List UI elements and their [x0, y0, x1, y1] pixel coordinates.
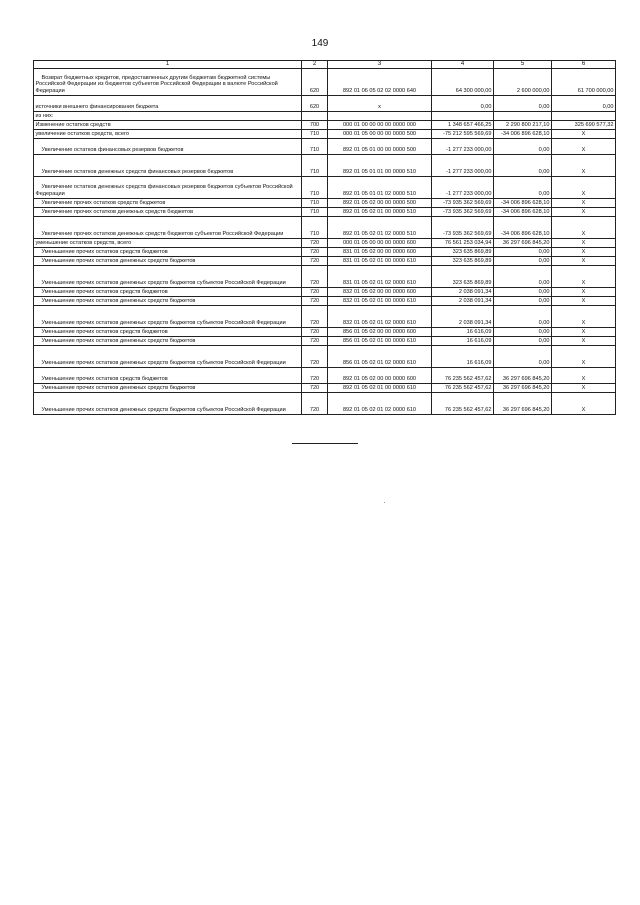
row-name: Уменьшение прочих остатков денежных средств бюджетов субъектов Российской Федерации [34, 265, 302, 287]
table-row [34, 392, 616, 414]
row-code: 710 [302, 129, 328, 138]
row-value-executed: 0,00 [494, 247, 552, 256]
table-row [34, 111, 616, 120]
row-code: 720 [302, 256, 328, 265]
table-row [34, 256, 616, 265]
row-code [302, 111, 328, 120]
table-row [34, 265, 616, 287]
table-row [34, 247, 616, 256]
row-value-unexecuted: X [552, 129, 616, 138]
row-value-unexecuted: X [552, 287, 616, 296]
row-value-unexecuted: 0,00 [552, 95, 616, 111]
row-value-unexecuted: X [552, 216, 616, 238]
table-row [34, 238, 616, 247]
row-kbk: 892 01 05 02 00 00 0000 600 [328, 367, 432, 383]
row-name: Уменьшение прочих остатков средств бюджетов [34, 327, 302, 336]
row-value-approved: 0,00 [432, 95, 494, 111]
row-code: 710 [302, 176, 328, 198]
row-code: 710 [302, 198, 328, 207]
row-value-approved: 76 235 562 457,62 [432, 383, 494, 392]
row-value-approved: 16 616,09 [432, 327, 494, 336]
row-value-unexecuted [552, 111, 616, 120]
row-value-approved: 76 235 562 457,62 [432, 367, 494, 383]
row-value-approved: 16 616,09 [432, 345, 494, 367]
row-code: 710 [302, 138, 328, 154]
row-kbk: 856 01 05 02 01 00 0000 610 [328, 336, 432, 345]
row-kbk [328, 111, 432, 120]
row-name: Увеличение прочих остатков денежных средств бюджетов субъектов Российской Федерации [34, 216, 302, 238]
row-kbk: 831 01 05 02 01 02 0000 610 [328, 265, 432, 287]
row-value-executed: 0,00 [494, 345, 552, 367]
row-value-executed: 0,00 [494, 327, 552, 336]
table-row [34, 95, 616, 111]
row-value-executed: -34 006 896 628,10 [494, 198, 552, 207]
row-value-unexecuted: X [552, 154, 616, 176]
row-value-unexecuted: 61 700 000,00 [552, 68, 616, 95]
row-kbk: 000 01 05 00 00 00 0000 600 [328, 238, 432, 247]
row-kbk: 856 01 05 02 00 00 0000 600 [328, 327, 432, 336]
header-col-3: 3 [328, 61, 432, 69]
row-name: Увеличение остатков денежных средств финансовых резервов бюджетов субъектов Российской Федерации [34, 176, 302, 198]
row-code: 620 [302, 68, 328, 95]
row-code: 720 [302, 305, 328, 327]
row-value-executed: 0,00 [494, 336, 552, 345]
header-col-6: 6 [552, 61, 616, 69]
row-name: источники внешнего финансирования бюджета [34, 95, 302, 111]
row-value-approved: 323 635 869,89 [432, 265, 494, 287]
table-row [34, 296, 616, 305]
row-value-unexecuted: X [552, 176, 616, 198]
row-value-executed [494, 111, 552, 120]
row-code: 720 [302, 392, 328, 414]
row-name: Уменьшение прочих остатков денежных средств бюджетов [34, 296, 302, 305]
row-name: Изменение остатков средств [34, 120, 302, 129]
row-kbk: 832 01 05 02 00 00 0000 600 [328, 287, 432, 296]
row-code: 720 [302, 296, 328, 305]
row-value-executed: 36 297 696 845,20 [494, 383, 552, 392]
row-value-approved: -75 212 595 569,69 [432, 129, 494, 138]
row-value-executed: 0,00 [494, 287, 552, 296]
row-kbk: 892 01 05 02 00 00 0000 500 [328, 198, 432, 207]
header-col-5: 5 [494, 61, 552, 69]
table-row [34, 68, 616, 95]
row-name: Уменьшение прочих остатков денежных средств бюджетов [34, 336, 302, 345]
row-kbk: 892 01 05 02 01 02 0000 610 [328, 392, 432, 414]
row-name: увеличение остатков средств, всего [34, 129, 302, 138]
row-code: 720 [302, 336, 328, 345]
table-row [34, 138, 616, 154]
row-name: Увеличение остатков финансовых резервов бюджетов [34, 138, 302, 154]
row-value-unexecuted: X [552, 367, 616, 383]
row-value-unexecuted: X [552, 265, 616, 287]
row-value-approved: 2 038 091,34 [432, 287, 494, 296]
row-value-unexecuted: X [552, 327, 616, 336]
row-code: 720 [302, 345, 328, 367]
row-kbk: 831 01 05 02 01 00 0000 610 [328, 256, 432, 265]
table-row [34, 345, 616, 367]
budget-sources-table [33, 60, 616, 415]
row-value-executed: 0,00 [494, 154, 552, 176]
table-row [34, 327, 616, 336]
row-code: 720 [302, 327, 328, 336]
row-value-executed: -34 006 896 628,10 [494, 129, 552, 138]
row-value-unexecuted: X [552, 305, 616, 327]
row-code: 720 [302, 367, 328, 383]
row-value-unexecuted: X [552, 138, 616, 154]
row-kbk: 892 01 05 02 01 00 0000 510 [328, 207, 432, 216]
row-value-unexecuted: 325 690 577,32 [552, 120, 616, 129]
row-value-approved: -1 277 233 000,00 [432, 154, 494, 176]
row-value-approved: 16 616,09 [432, 336, 494, 345]
row-value-executed: -34 006 896 628,10 [494, 216, 552, 238]
row-value-executed: 36 297 696 845,20 [494, 367, 552, 383]
row-kbk: 000 01 00 00 00 00 0000 000 [328, 120, 432, 129]
row-name: Уменьшение прочих остатков денежных средств бюджетов субъектов Российской Федерации [34, 345, 302, 367]
row-name: Уменьшение прочих остатков средств бюджетов [34, 287, 302, 296]
row-value-executed: 36 297 696 845,20 [494, 392, 552, 414]
row-value-executed: 0,00 [494, 95, 552, 111]
row-value-unexecuted: X [552, 383, 616, 392]
row-kbk: 832 01 05 02 01 00 0000 610 [328, 296, 432, 305]
row-kbk: x [328, 95, 432, 111]
row-value-approved: 2 038 091,34 [432, 305, 494, 327]
row-name: Уменьшение прочих остатков денежных средств бюджетов субъектов Российской Федерации [34, 305, 302, 327]
row-name: Уменьшение прочих остатков денежных средств бюджетов [34, 256, 302, 265]
row-value-executed: 2 600 000,00 [494, 68, 552, 95]
row-kbk: 831 01 05 02 00 00 0000 600 [328, 247, 432, 256]
table-row [34, 198, 616, 207]
row-code: 710 [302, 154, 328, 176]
row-code: 700 [302, 120, 328, 129]
row-kbk: 832 01 05 02 01 02 0000 610 [328, 305, 432, 327]
table-row [34, 383, 616, 392]
row-value-executed: 0,00 [494, 176, 552, 198]
row-kbk: 892 01 05 02 01 02 0000 510 [328, 216, 432, 238]
header-col-4: 4 [432, 61, 494, 69]
row-value-unexecuted: X [552, 247, 616, 256]
row-value-approved: -73 935 362 569,69 [432, 216, 494, 238]
row-value-executed: 0,00 [494, 305, 552, 327]
row-value-approved: 64 300 000,00 [432, 68, 494, 95]
row-value-unexecuted: X [552, 198, 616, 207]
row-value-executed: 0,00 [494, 138, 552, 154]
row-value-approved: -73 935 362 569,69 [432, 207, 494, 216]
row-value-approved: -73 935 362 569,69 [432, 198, 494, 207]
table-row [34, 207, 616, 216]
row-name: Увеличение прочих остатков средств бюджетов [34, 198, 302, 207]
row-value-executed: 2 290 800 217,10 [494, 120, 552, 129]
row-value-unexecuted: X [552, 238, 616, 247]
row-value-approved: 2 038 091,34 [432, 296, 494, 305]
row-name: Увеличение прочих остатков денежных средств бюджетов [34, 207, 302, 216]
row-name: Уменьшение прочих остатков денежных средств бюджетов [34, 383, 302, 392]
row-value-approved [432, 111, 494, 120]
row-value-executed: 36 297 696 845,20 [494, 238, 552, 247]
row-value-unexecuted: X [552, 207, 616, 216]
row-name: Уменьшение прочих остатков денежных средств бюджетов субъектов Российской Федерации [34, 392, 302, 414]
row-name: Возврат бюджетных кредитов, предоставленных другим бюджетам бюджетной системы Российской Федерации из бюджетов субъектов Российской Федерации в валюте Российской Федерации [34, 68, 302, 95]
table-row [34, 216, 616, 238]
row-code: 720 [302, 265, 328, 287]
row-value-executed: 0,00 [494, 265, 552, 287]
header-col-1: 1 [34, 61, 302, 69]
row-kbk: 856 01 05 02 01 02 0000 610 [328, 345, 432, 367]
row-code: 720 [302, 238, 328, 247]
row-value-approved: -1 277 233 000,00 [432, 138, 494, 154]
row-value-unexecuted: X [552, 345, 616, 367]
row-value-executed: 0,00 [494, 256, 552, 265]
row-kbk: 892 01 05 01 00 00 0000 500 [328, 138, 432, 154]
page-number: 149 [311, 38, 329, 49]
row-code: 710 [302, 207, 328, 216]
table-header-row [34, 61, 616, 69]
row-kbk: 892 01 05 01 01 00 0000 510 [328, 154, 432, 176]
table-row [34, 287, 616, 296]
row-name: уменьшение остатков средств, всего [34, 238, 302, 247]
row-name: Увеличение остатков денежных средств финансовых резервов бюджетов [34, 154, 302, 176]
row-value-unexecuted: X [552, 392, 616, 414]
row-code: 720 [302, 287, 328, 296]
signature-line [292, 443, 358, 444]
row-value-executed: 0,00 [494, 296, 552, 305]
row-kbk: 892 01 06 05 02 02 0000 640 [328, 68, 432, 95]
scan-speck [384, 502, 385, 503]
row-value-approved: 323 635 869,89 [432, 256, 494, 265]
row-name: Уменьшение прочих остатков средств бюджетов [34, 247, 302, 256]
row-value-approved: 1 348 657 466,25 [432, 120, 494, 129]
table-row [34, 336, 616, 345]
table-row [34, 154, 616, 176]
table-row [34, 176, 616, 198]
table-row [34, 129, 616, 138]
row-kbk: 892 01 05 02 01 00 0000 610 [328, 383, 432, 392]
row-value-unexecuted: X [552, 336, 616, 345]
row-code: 720 [302, 383, 328, 392]
row-kbk: 000 01 05 00 00 00 0000 500 [328, 129, 432, 138]
row-name: Уменьшение прочих остатков средств бюджетов [34, 367, 302, 383]
row-code: 710 [302, 216, 328, 238]
table-row [34, 120, 616, 129]
row-code: 620 [302, 95, 328, 111]
row-value-approved: 323 635 869,89 [432, 247, 494, 256]
row-name: из них: [34, 111, 302, 120]
row-value-unexecuted: X [552, 296, 616, 305]
row-value-approved: 76 235 562 457,62 [432, 392, 494, 414]
row-value-approved: -1 277 233 000,00 [432, 176, 494, 198]
row-kbk: 892 01 05 01 01 02 0000 510 [328, 176, 432, 198]
row-code: 720 [302, 247, 328, 256]
header-col-2: 2 [302, 61, 328, 69]
table-row [34, 305, 616, 327]
row-value-unexecuted: X [552, 256, 616, 265]
table-body [34, 68, 616, 414]
table-row [34, 367, 616, 383]
row-value-executed: -34 006 896 628,10 [494, 207, 552, 216]
row-value-approved: 76 561 253 034,94 [432, 238, 494, 247]
